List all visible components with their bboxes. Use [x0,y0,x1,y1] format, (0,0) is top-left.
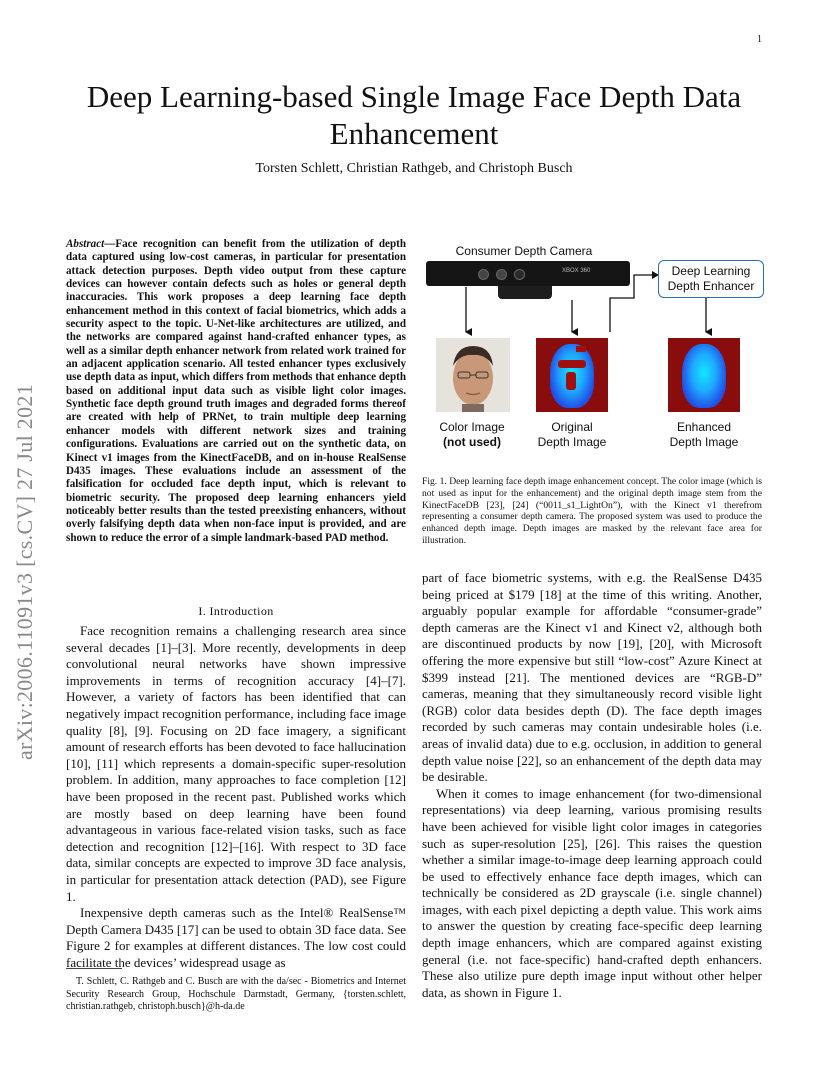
enhanced-label-line2: Depth Image [669,435,739,449]
right-column-body [422,570,762,1001]
section-heading: I. Introduction [198,604,274,618]
left-column-body [66,623,406,971]
original-depth-image [536,338,608,412]
author-list: Torsten Schlett, Christian Rathgeb, and Christoph Busch [255,161,573,176]
original-label-line2: Depth Image [537,435,607,449]
arxiv-watermark: arXiv:2006.11091v3 [cs.CV] 27 Jul 2021 [12,383,37,760]
enhanced-depth-image [668,338,740,412]
abstract-lead: Abstract [66,238,105,250]
footnote-rule [66,968,122,969]
page-number: 1 [757,34,762,45]
figure-1-caption: Fig. 1. Deep learning face depth image enhancement concept. The color image (which is not used as input for the enhancement) and the original depth image stem from the KinectFaceDB [23], [24] (“0011_s1_LightOn”), with the Kinect v1 therefrom representing a consumer depth camera. The proposed system was used to produce the enhanced depth image. Depth images are masked by the relevant face area for illustration. [422,476,762,546]
camera-label: Consumer Depth Camera [455,244,593,258]
camera-brand: XBOX 360 [562,268,591,274]
original-depth-label [522,420,622,450]
color-face-photo [436,338,510,412]
enhanced-depth-label [654,420,754,450]
paragraph: When it comes to image enhancement (for two-dimensional representations) via deep learning, various promising results have been achieved for visible light color images in categories such as super-resolution [25], [26]. This raises the question whether a similar image-to-image deep learning approach could be used to effectively enhance face depth images, which can technically be considered as 2D grayscale (i.e. single channel) images, with each pixel depicting a depth value. This work aims to answer the question by creating face-specific deep learning depth image enhancers, which are compared against existing general (i.e. not face-specific) hand-crafted depth enhancers. These also utilize pure depth image input without other helper data, as shown in Figure 1. [422,785,762,1000]
color-image-label [422,420,522,450]
enhanced-label-line1: Enhanced [676,420,732,434]
abstract [66,238,406,545]
original-label-line1: Original [551,420,593,434]
figure-1 [422,240,768,455]
footnote-text: T. Schlett, C. Rathgeb and C. Busch are with the da/sec - Biometrics and Internet Security Research Group, Hochschule Darmstadt, Germany, {torsten.schlett, christian.rathgeb, christoph.busch}@h-da.de [66,976,406,1012]
paragraph: Inexpensive depth cameras such as the Intel® RealSense™ Depth Camera D435 [17] can be used to obtain 3D face data. See Figure 2 for examples at different distances. The low cost could facilitate the devices’ widespread usage as [66,905,406,970]
paper-title: Deep Learning-based Single Image Face Depth Data Enhancement [86,79,742,151]
enhancer-label-line1: Deep Learning [671,264,751,278]
color-label-line1: Color Image [439,420,505,434]
abstract-text: —Face recognition can benefit from the utilization of depth data captured using low-cost cameras, in particular for presentation attack detection purposes. Depth video output from these capture devices can however contain defects such as holes or general depth inaccuracies. This work proposes a deep learning face depth enhancement method in this context of facial biometrics, which adds a security aspect to the topic. U-Net-like architectures are utilized, and the networks are compared against hand-crafted enhancer types, as well as a similar depth enhancer network from related work trained for an adjacent application scenario. All tested enhancer types exclusively use depth data as input, which differs from methods that enhance depth based on additional input data such as visible light color images. Synthetic face depth ground truth images and degraded forms thereof are created with help of PRNet, to train multiple deep learning enhancer models with different network sizes and training configurations. Evaluations are carried out on the synthetic data, on Kinect v1 images from the KinectFaceDB, and on in-house RealSense D435 images. These evaluations include an assessment of the falsification for occluded face depth input, which is relevant to biometric security. The proposed deep learning enhancers yield noticeably better results than the tested preexisting enhancers, without overly falsifying depth data when non-face input is provided, and are shown to reduce the error of a simple landmark-based PAD method. [66,238,406,544]
paragraph: part of face biometric systems, with e.g. the RealSense D435 being priced at $179 [18] at the time of this writing. Another, arguably popular example for affordable “consumer-grade” depth cameras are the Kinect v1 and Kinect v2, although both are discontinued products by now [19], [20], with Microsoft offering the more expensive but still “low-cost” Azure Kinect at $399 instead [21]. The mentioned devices are “RGB-D” cameras, meaning that they simultaneously record visible light (RGB) color data besides depth (D). The face depth images recorded by such cameras may contain undesirable holes (i.e. areas of invalid data) due to e.g. occlusion, in addition to general depth value noise [22], so an enhancement of the depth data may be desirable. [422,570,762,785]
footnote [66,976,406,1014]
enhancer-label-line2: Depth Enhancer [667,279,755,293]
deep-learning-enhancer-box [658,260,764,298]
paragraph: Face recognition remains a challenging research area since several decades [1]–[3]. More recently, developments in deep convolutional neural networks have shown impressive improvements in terms of recognition accuracy [4]–[7]. However, a variety of factors has been identified that can negatively impact recognition performance, including face image quality [8], [9]. Focusing on 2D face imagery, a significant amount of research efforts has been devoted to face hallucination [10], [11] which represents a domain-specific super-resolution problem. In addition, many approaches to face completion [12] have been proposed in the recent past. Published works which are mostly based on deep learning have been found advantageous in various face-related vision tasks, such as face detection and recognition [12]–[16]. With respect to 3D face data, similar concepts are expected to improve 3D face analysis, in particular for presentation attack detection (PAD), see Figure 1. [66,623,406,904]
color-label-line2: (not used) [443,435,501,449]
